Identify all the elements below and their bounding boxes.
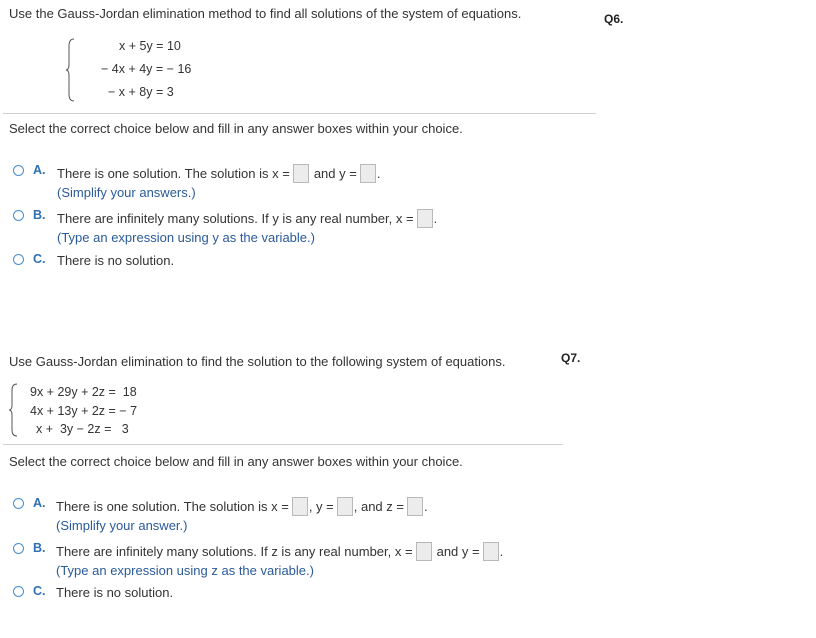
- q6-equation-1: x + 5y = 10: [119, 39, 181, 53]
- q7-z-answer-box[interactable]: [407, 497, 423, 516]
- q7-equation-2: 4x + 13y + 2z = − 7: [30, 404, 138, 418]
- q7-option-a-letter: A.: [33, 496, 46, 510]
- q7-y-expression-box[interactable]: [483, 542, 499, 561]
- q7-divider: [3, 444, 563, 445]
- q6-option-a-and-y: and y =: [313, 165, 357, 181]
- q7-option-b-hint: (Type an expression using z as the variable.): [56, 563, 314, 578]
- q6-equation-3: − x + 8y = 3: [108, 85, 174, 99]
- q6-x-expression-box[interactable]: [417, 209, 433, 228]
- q7-option-b-letter: B.: [33, 541, 46, 555]
- q7-option-a-z-label: , and z =: [353, 498, 404, 514]
- q6-option-b-letter: B.: [33, 208, 46, 222]
- q7-option-b-radio[interactable]: [13, 543, 24, 554]
- q7-option-b-line: [56, 540, 503, 562]
- q7-option-a-hint: (Simplify your answer.): [56, 518, 188, 533]
- q7-y-answer-box[interactable]: [337, 497, 353, 516]
- q6-divider: [3, 113, 596, 114]
- q6-option-b-radio[interactable]: [13, 210, 24, 221]
- q6-option-a-line: [57, 162, 380, 184]
- q7-instruction: Select the correct choice below and fill in any answer boxes within your choice.: [9, 454, 463, 469]
- q7-option-c-text: There is no solution.: [56, 585, 174, 600]
- q6-option-b-period: .: [433, 210, 438, 226]
- q7-option-a-period: .: [423, 498, 428, 514]
- q6-option-b-hint: (Type an expression using y as the variable.): [57, 230, 315, 245]
- q7-option-a-radio[interactable]: [13, 498, 24, 509]
- q7-x-expression-box[interactable]: [416, 542, 432, 561]
- q7-x-answer-box[interactable]: [292, 497, 308, 516]
- q6-option-a-text: There is one solution. The solution is x =: [57, 165, 290, 181]
- q7-prompt: Use Gauss-Jordan elimination to find the solution to the following system of equations.: [9, 354, 506, 369]
- q6-option-a-letter: A.: [33, 163, 46, 177]
- q6-option-c-text: There is no solution.: [57, 253, 175, 268]
- q7-option-c-radio[interactable]: [13, 586, 24, 597]
- q6-number: Q6.: [604, 12, 624, 26]
- q6-y-answer-box[interactable]: [360, 164, 376, 183]
- q7-option-b-text: There are infinitely many solutions. If z is any real number, x =: [56, 543, 413, 559]
- q6-option-a-hint: (Simplify your answers.): [57, 185, 196, 200]
- q6-option-c-letter: C.: [33, 252, 46, 266]
- q7-equation-3: x + 3y − 2z = 3: [36, 422, 129, 436]
- q6-equation-2: − 4x + 4y = − 16: [101, 62, 192, 76]
- q7-option-a-y-label: , y =: [308, 498, 334, 514]
- q7-option-b-and-y: and y =: [436, 543, 480, 559]
- q7-option-a-line: [56, 495, 428, 517]
- q6-option-c-radio[interactable]: [13, 254, 24, 265]
- q7-number: Q7.: [561, 351, 581, 365]
- q6-x-answer-box[interactable]: [293, 164, 309, 183]
- q6-instruction: Select the correct choice below and fill in any answer boxes within your choice.: [9, 121, 463, 136]
- q6-option-b-line: [57, 207, 437, 229]
- q7-option-b-period: .: [499, 543, 504, 559]
- q7-option-a-text: There is one solution. The solution is x =: [56, 498, 289, 514]
- q6-option-b-text: There are infinitely many solutions. If y is any real number, x =: [57, 210, 414, 226]
- q7-option-c-letter: C.: [33, 584, 46, 598]
- q6-option-a-period: .: [376, 165, 381, 181]
- q6-prompt: Use the Gauss-Jordan elimination method to find all solutions of the system of equations.: [9, 6, 522, 21]
- q7-equation-1: 9x + 29y + 2z = 18: [30, 385, 137, 399]
- q6-option-a-radio[interactable]: [13, 165, 24, 176]
